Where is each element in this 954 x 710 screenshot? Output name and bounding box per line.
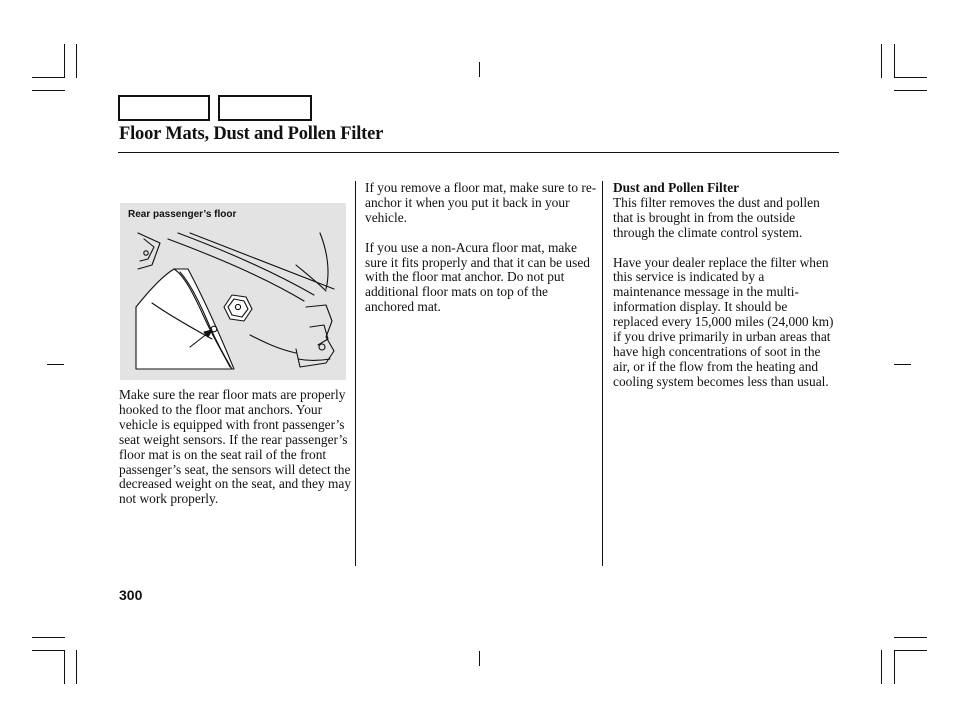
crop-mark [894, 44, 895, 78]
crop-mark [32, 90, 65, 91]
crop-mark [479, 651, 480, 666]
crop-mark [894, 90, 927, 91]
column-divider [355, 181, 356, 566]
header-tab-box [118, 95, 210, 121]
crop-mark [76, 44, 77, 78]
crop-mark [894, 650, 927, 651]
crop-mark [32, 77, 65, 78]
crop-mark [894, 364, 911, 365]
paragraph: If you remove a floor mat, make sure to re-anchor it when you put it back in your vehicle. [365, 180, 597, 225]
left-column-text [119, 388, 355, 522]
crop-mark [32, 637, 65, 638]
crop-mark [32, 650, 65, 651]
paragraph: Have your dealer replace the filter when this service is indicated by a maintenance message in the multi-information display. It should be replaced every 15,000 miles (24,000 km) if you drive primarily in urban areas that have high concentrations of soot in the air, or if the flow from the heating and cooling system becomes less than usual. [613, 254, 834, 389]
middle-column-text [365, 181, 597, 330]
floor-mat-anchor-illustration [120, 203, 346, 380]
crop-mark [479, 62, 480, 77]
crop-mark [894, 637, 927, 638]
page-title: Floor Mats, Dust and Pollen Filter [119, 124, 384, 144]
figure-caption: Rear passenger’s floor [128, 209, 237, 220]
crop-mark [881, 44, 882, 78]
crop-mark [881, 650, 882, 684]
crop-mark [64, 44, 65, 78]
crop-mark [894, 77, 927, 78]
page-number: 300 [119, 587, 143, 603]
floor-illustration [120, 203, 346, 380]
crop-mark [47, 364, 64, 365]
paragraph: This filter removes the dust and pollen that is brought in from the outside through the climate control system. [613, 194, 820, 240]
section-heading: Dust and Pollen Filter [613, 180, 740, 195]
column-divider [602, 181, 603, 566]
title-rule [118, 152, 839, 153]
paragraph: Make sure the rear floor mats are properly hooked to the floor mat anchors. Your vehicle is equipped with front passenger’s seat weight sensors. If the rear passenger’s floor mat is on the seat rail of the front passenger’s seat, the sensors will detect the decreased weight on the seat, and they may not work properly. [119, 387, 352, 507]
crop-mark [64, 650, 65, 684]
right-column-text [613, 181, 835, 405]
crop-mark [894, 650, 895, 684]
header-tab-box [218, 95, 312, 121]
crop-mark [76, 650, 77, 684]
paragraph: If you use a non-Acura floor mat, make sure it fits properly and that it can be used with the floor mat anchor. Do not put additional floor mats on top of the anchored mat. [365, 239, 590, 315]
